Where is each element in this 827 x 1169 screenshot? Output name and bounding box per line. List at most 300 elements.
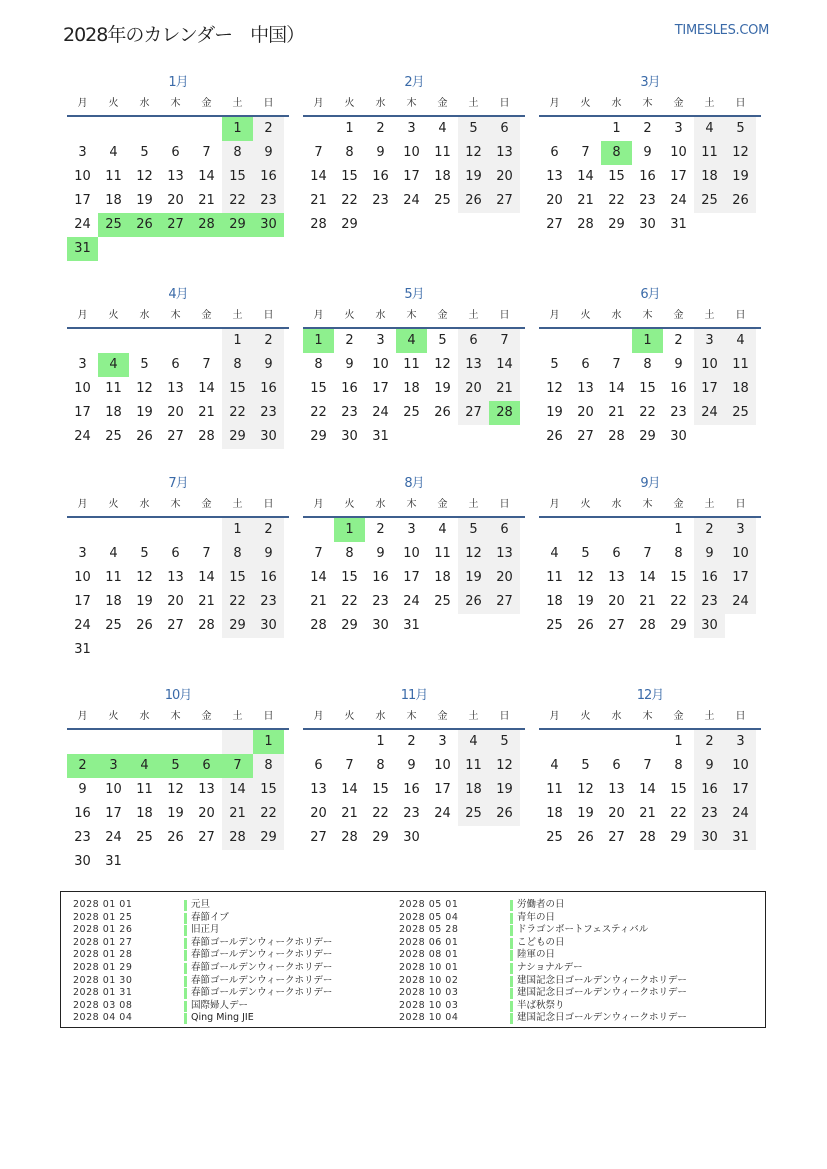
weekday-label: 水 bbox=[611, 98, 622, 109]
holiday-day-cell: 30 bbox=[253, 213, 284, 237]
day-cell: 15 bbox=[670, 570, 687, 585]
day-cell: 12 bbox=[167, 782, 184, 797]
day-cell: 26 bbox=[167, 830, 184, 845]
weekday-label: 金 bbox=[437, 711, 448, 722]
day-cell: 29 bbox=[608, 217, 625, 232]
day-cell: 10 bbox=[403, 546, 420, 561]
weekday-label: 木 bbox=[170, 310, 181, 321]
weekday-label: 水 bbox=[139, 98, 150, 109]
day-cell: 14 bbox=[222, 778, 253, 802]
day-cell: 21 bbox=[310, 594, 327, 609]
day-grid bbox=[67, 117, 289, 261]
day-cell: 24 bbox=[74, 618, 91, 633]
site-logo[interactable]: TIMESLES.COM bbox=[674, 23, 769, 38]
day-cell: 30 bbox=[341, 429, 358, 444]
holiday-name: 春節ゴールデンウィークホリデー bbox=[191, 949, 333, 961]
day-cell: 1 bbox=[222, 329, 253, 353]
day-cell: 28 bbox=[198, 429, 215, 444]
empty-cell bbox=[334, 730, 365, 754]
holiday-day-cell: 31 bbox=[67, 237, 98, 261]
weekday-label: 日 bbox=[499, 98, 510, 109]
weekday-label: 日 bbox=[263, 711, 274, 722]
day-cell: 8 bbox=[345, 145, 354, 160]
day-cell: 17 bbox=[694, 377, 725, 401]
weekday-label: 月 bbox=[313, 98, 324, 109]
day-cell: 25 bbox=[434, 193, 451, 208]
day-cell: 20 bbox=[167, 405, 184, 420]
day-cell: 9 bbox=[78, 782, 87, 797]
weekday-header bbox=[539, 93, 761, 117]
day-cell: 10 bbox=[74, 570, 91, 585]
holiday-day-cell: 1 bbox=[632, 329, 663, 353]
holiday-day-cell: 28 bbox=[191, 213, 222, 237]
day-cell: 29 bbox=[222, 614, 253, 638]
day-cell: 7 bbox=[643, 546, 652, 561]
day-cell: 12 bbox=[434, 357, 451, 372]
day-cell: 15 bbox=[222, 165, 253, 189]
day-cell: 2 bbox=[376, 522, 385, 537]
day-cell: 22 bbox=[341, 594, 358, 609]
day-cell: 18 bbox=[458, 778, 489, 802]
day-cell: 25 bbox=[694, 189, 725, 213]
holiday-date: 2028 01 31 bbox=[73, 987, 133, 999]
day-cell: 11 bbox=[725, 353, 756, 377]
holiday-name: 建国記念日ゴールデンウィークホリデー bbox=[517, 1012, 687, 1024]
holiday-date: 2028 10 01 bbox=[399, 961, 459, 973]
day-cell: 13 bbox=[546, 169, 563, 184]
day-cell: 18 bbox=[434, 169, 451, 184]
empty-cell bbox=[67, 117, 98, 141]
day-cell: 18 bbox=[403, 381, 420, 396]
day-cell: 14 bbox=[608, 381, 625, 396]
day-cell: 9 bbox=[376, 546, 385, 561]
day-cell: 21 bbox=[341, 806, 358, 821]
holiday-marker bbox=[184, 913, 187, 924]
day-cell: 10 bbox=[434, 758, 451, 773]
day-cell: 1 bbox=[222, 518, 253, 542]
day-cell: 21 bbox=[198, 405, 215, 420]
weekday-header bbox=[539, 305, 761, 329]
weekday-header bbox=[539, 706, 761, 730]
day-cell: 25 bbox=[458, 802, 489, 826]
holiday-marker bbox=[510, 988, 513, 999]
empty-cell bbox=[191, 329, 222, 353]
day-cell: 21 bbox=[222, 802, 253, 826]
holiday-marker bbox=[510, 950, 513, 961]
day-cell: 22 bbox=[608, 193, 625, 208]
holiday-date: 2028 05 28 bbox=[399, 924, 459, 936]
day-cell: 1 bbox=[674, 522, 683, 537]
weekday-header bbox=[303, 305, 525, 329]
holiday-marker bbox=[184, 938, 187, 949]
day-grid bbox=[67, 518, 289, 662]
month-8 bbox=[303, 474, 525, 638]
day-cell: 13 bbox=[167, 381, 184, 396]
holiday-name: Qing Ming JIE bbox=[191, 1012, 254, 1024]
day-grid bbox=[67, 730, 289, 874]
day-cell: 22 bbox=[372, 806, 389, 821]
holiday-marker bbox=[510, 976, 513, 987]
day-cell: 9 bbox=[674, 357, 683, 372]
day-grid bbox=[303, 117, 525, 237]
day-cell: 28 bbox=[341, 830, 358, 845]
holiday-day-cell: 1 bbox=[222, 117, 253, 141]
day-cell: 17 bbox=[403, 169, 420, 184]
day-cell: 26 bbox=[725, 189, 756, 213]
day-cell: 5 bbox=[581, 546, 590, 561]
day-cell: 16 bbox=[253, 566, 284, 590]
weekday-label: 火 bbox=[344, 310, 355, 321]
day-cell: 8 bbox=[376, 758, 385, 773]
day-cell: 29 bbox=[341, 217, 358, 232]
day-cell: 4 bbox=[109, 546, 118, 561]
day-cell: 20 bbox=[489, 566, 520, 590]
holiday-marker bbox=[184, 1013, 187, 1024]
empty-cell bbox=[160, 518, 191, 542]
holiday-marker bbox=[510, 938, 513, 949]
empty-cell bbox=[67, 730, 98, 754]
month-name: 3月 bbox=[640, 75, 660, 90]
weekday-label: 木 bbox=[642, 711, 653, 722]
empty-cell bbox=[570, 518, 601, 542]
day-cell: 30 bbox=[694, 614, 725, 638]
day-cell: 8 bbox=[674, 758, 683, 773]
day-cell: 2 bbox=[253, 518, 284, 542]
month-7 bbox=[67, 474, 289, 662]
weekday-label: 月 bbox=[313, 711, 324, 722]
day-cell: 21 bbox=[198, 193, 215, 208]
day-cell: 23 bbox=[670, 405, 687, 420]
empty-cell bbox=[303, 730, 334, 754]
day-cell: 14 bbox=[489, 353, 520, 377]
holiday-day-cell: 1 bbox=[253, 730, 284, 754]
day-cell: 7 bbox=[202, 145, 211, 160]
weekday-label: 水 bbox=[139, 711, 150, 722]
weekday-header bbox=[67, 494, 289, 518]
holiday-day-cell: 4 bbox=[129, 754, 160, 778]
holiday-date: 2028 10 02 bbox=[399, 974, 459, 986]
holiday-marker bbox=[184, 900, 187, 911]
day-cell: 11 bbox=[434, 145, 451, 160]
day-cell: 29 bbox=[639, 429, 656, 444]
day-cell: 11 bbox=[694, 141, 725, 165]
day-cell: 12 bbox=[725, 141, 756, 165]
day-cell: 18 bbox=[694, 165, 725, 189]
day-cell: 27 bbox=[489, 590, 520, 614]
day-cell: 31 bbox=[725, 826, 756, 850]
day-cell: 15 bbox=[670, 782, 687, 797]
weekday-label: 火 bbox=[580, 98, 591, 109]
weekday-label: 土 bbox=[704, 499, 715, 510]
empty-cell bbox=[129, 518, 160, 542]
day-cell: 25 bbox=[725, 401, 756, 425]
empty-cell bbox=[191, 117, 222, 141]
day-cell: 2 bbox=[674, 333, 683, 348]
day-cell: 8 bbox=[643, 357, 652, 372]
weekday-label: 金 bbox=[673, 310, 684, 321]
day-cell: 18 bbox=[105, 405, 122, 420]
weekday-label: 金 bbox=[201, 310, 212, 321]
day-cell: 20 bbox=[489, 165, 520, 189]
day-cell: 22 bbox=[341, 193, 358, 208]
day-cell: 3 bbox=[725, 730, 756, 754]
day-cell: 18 bbox=[105, 594, 122, 609]
day-cell: 5 bbox=[489, 730, 520, 754]
day-cell: 10 bbox=[74, 169, 91, 184]
day-cell: 13 bbox=[198, 782, 215, 797]
empty-cell bbox=[539, 730, 570, 754]
day-cell: 26 bbox=[434, 405, 451, 420]
holiday-marker bbox=[184, 950, 187, 961]
day-cell: 19 bbox=[136, 594, 153, 609]
holiday-marker bbox=[184, 925, 187, 936]
holiday-day-cell: 6 bbox=[191, 754, 222, 778]
empty-cell bbox=[570, 117, 601, 141]
weekday-header bbox=[539, 494, 761, 518]
empty-cell bbox=[222, 730, 253, 754]
day-cell: 4 bbox=[694, 117, 725, 141]
day-cell: 10 bbox=[694, 353, 725, 377]
day-cell: 5 bbox=[140, 357, 149, 372]
empty-cell bbox=[570, 730, 601, 754]
day-cell: 14 bbox=[198, 381, 215, 396]
day-cell: 2 bbox=[407, 734, 416, 749]
day-cell: 24 bbox=[694, 401, 725, 425]
empty-cell bbox=[67, 518, 98, 542]
day-cell: 5 bbox=[725, 117, 756, 141]
month-name: 2月 bbox=[404, 75, 424, 90]
day-cell: 27 bbox=[608, 830, 625, 845]
day-cell: 23 bbox=[372, 193, 389, 208]
day-cell: 3 bbox=[78, 546, 87, 561]
day-cell: 14 bbox=[639, 570, 656, 585]
day-cell: 26 bbox=[136, 618, 153, 633]
day-cell: 14 bbox=[639, 782, 656, 797]
weekday-label: 日 bbox=[263, 499, 274, 510]
weekday-label: 火 bbox=[344, 98, 355, 109]
empty-cell bbox=[98, 730, 129, 754]
weekday-label: 月 bbox=[77, 711, 88, 722]
month-3 bbox=[539, 73, 761, 237]
weekday-label: 土 bbox=[232, 711, 243, 722]
day-cell: 26 bbox=[458, 189, 489, 213]
day-cell: 5 bbox=[550, 357, 559, 372]
day-cell: 3 bbox=[407, 121, 416, 136]
day-cell: 12 bbox=[136, 169, 153, 184]
month-1 bbox=[67, 73, 289, 261]
day-cell: 3 bbox=[78, 145, 87, 160]
day-cell: 12 bbox=[577, 782, 594, 797]
day-cell: 8 bbox=[674, 546, 683, 561]
day-cell: 22 bbox=[310, 405, 327, 420]
empty-cell bbox=[601, 329, 632, 353]
day-cell: 15 bbox=[341, 570, 358, 585]
holiday-marker bbox=[510, 963, 513, 974]
day-cell: 4 bbox=[109, 145, 118, 160]
weekday-label: 金 bbox=[673, 711, 684, 722]
day-cell: 25 bbox=[546, 618, 563, 633]
day-cell: 16 bbox=[372, 570, 389, 585]
day-cell: 23 bbox=[639, 193, 656, 208]
holiday-date: 2028 10 04 bbox=[399, 1012, 459, 1024]
day-cell: 26 bbox=[489, 802, 520, 826]
day-cell: 12 bbox=[136, 570, 153, 585]
holiday-name: 春節ゴールデンウィークホリデー bbox=[191, 961, 333, 973]
day-cell: 15 bbox=[310, 381, 327, 396]
day-cell: 7 bbox=[489, 329, 520, 353]
holiday-marker bbox=[184, 1001, 187, 1012]
day-cell: 21 bbox=[489, 377, 520, 401]
day-cell: 25 bbox=[546, 830, 563, 845]
weekday-label: 木 bbox=[170, 98, 181, 109]
day-cell: 21 bbox=[608, 405, 625, 420]
day-cell: 16 bbox=[670, 381, 687, 396]
day-cell: 7 bbox=[202, 357, 211, 372]
holiday-day-cell: 4 bbox=[98, 353, 129, 377]
month-name: 8月 bbox=[404, 476, 424, 491]
weekday-label: 月 bbox=[77, 310, 88, 321]
day-grid bbox=[67, 329, 289, 449]
empty-cell bbox=[539, 518, 570, 542]
weekday-label: 日 bbox=[499, 310, 510, 321]
empty-cell bbox=[160, 329, 191, 353]
holiday-marker bbox=[184, 976, 187, 987]
weekday-label: 木 bbox=[642, 98, 653, 109]
weekday-label: 水 bbox=[375, 310, 386, 321]
day-cell: 6 bbox=[314, 758, 323, 773]
day-cell: 13 bbox=[489, 542, 520, 566]
holiday-name: 春節ゴールデンウィークホリデー bbox=[191, 987, 333, 999]
empty-cell bbox=[129, 117, 160, 141]
day-grid bbox=[539, 329, 761, 449]
holiday-day-cell: 27 bbox=[160, 213, 191, 237]
day-cell: 20 bbox=[167, 594, 184, 609]
day-cell: 6 bbox=[458, 329, 489, 353]
holiday-date: 2028 08 01 bbox=[399, 949, 459, 961]
day-cell: 23 bbox=[253, 590, 284, 614]
holiday-marker bbox=[184, 963, 187, 974]
day-cell: 24 bbox=[74, 429, 91, 444]
holiday-date: 2028 01 01 bbox=[73, 899, 133, 910]
day-cell: 6 bbox=[612, 546, 621, 561]
day-cell: 27 bbox=[198, 830, 215, 845]
month-name: 4月 bbox=[168, 287, 188, 302]
day-cell: 3 bbox=[438, 734, 447, 749]
day-cell: 14 bbox=[310, 169, 327, 184]
weekday-label: 月 bbox=[549, 711, 560, 722]
day-cell: 18 bbox=[434, 570, 451, 585]
empty-cell bbox=[539, 329, 570, 353]
month-12 bbox=[539, 686, 761, 850]
weekday-label: 木 bbox=[406, 499, 417, 510]
day-cell: 16 bbox=[694, 778, 725, 802]
empty-cell bbox=[129, 730, 160, 754]
day-cell: 2 bbox=[376, 121, 385, 136]
weekday-label: 日 bbox=[735, 310, 746, 321]
day-cell: 29 bbox=[310, 429, 327, 444]
day-cell: 24 bbox=[403, 193, 420, 208]
weekday-label: 日 bbox=[735, 711, 746, 722]
day-cell: 13 bbox=[608, 782, 625, 797]
empty-cell bbox=[160, 730, 191, 754]
weekday-label: 金 bbox=[201, 499, 212, 510]
day-grid bbox=[539, 730, 761, 850]
day-cell: 20 bbox=[198, 806, 215, 821]
holiday-name: 建国記念日ゴールデンウィークホリデー bbox=[517, 987, 687, 999]
day-cell: 22 bbox=[253, 802, 284, 826]
day-cell: 6 bbox=[550, 145, 559, 160]
day-cell: 14 bbox=[198, 169, 215, 184]
holiday-day-cell: 29 bbox=[222, 213, 253, 237]
day-cell: 27 bbox=[546, 217, 563, 232]
holiday-date: 2028 01 27 bbox=[73, 936, 133, 948]
weekday-label: 水 bbox=[375, 711, 386, 722]
day-grid bbox=[303, 329, 525, 449]
day-cell: 21 bbox=[639, 594, 656, 609]
day-cell: 17 bbox=[725, 778, 756, 802]
day-cell: 13 bbox=[167, 169, 184, 184]
day-cell: 29 bbox=[670, 618, 687, 633]
empty-cell bbox=[98, 518, 129, 542]
weekday-label: 火 bbox=[580, 499, 591, 510]
day-cell: 12 bbox=[458, 542, 489, 566]
day-cell: 6 bbox=[489, 117, 520, 141]
holiday-name: 労働者の日 bbox=[517, 899, 565, 910]
day-cell: 13 bbox=[310, 782, 327, 797]
day-cell: 16 bbox=[253, 165, 284, 189]
day-cell: 17 bbox=[74, 405, 91, 420]
holiday-name: 元旦 bbox=[191, 899, 211, 910]
day-cell: 12 bbox=[458, 141, 489, 165]
day-cell: 6 bbox=[489, 518, 520, 542]
day-cell: 3 bbox=[725, 518, 756, 542]
day-cell: 29 bbox=[253, 826, 284, 850]
day-cell: 10 bbox=[372, 357, 389, 372]
holiday-date: 2028 01 28 bbox=[73, 949, 133, 961]
holiday-day-cell: 26 bbox=[129, 213, 160, 237]
empty-cell bbox=[129, 329, 160, 353]
day-cell: 9 bbox=[643, 145, 652, 160]
day-cell: 15 bbox=[222, 566, 253, 590]
day-cell: 20 bbox=[608, 594, 625, 609]
day-cell: 11 bbox=[136, 782, 153, 797]
day-cell: 12 bbox=[577, 570, 594, 585]
day-cell: 20 bbox=[458, 377, 489, 401]
holiday-name: 建国記念日ゴールデンウィークホリデー bbox=[517, 974, 687, 986]
weekday-label: 木 bbox=[406, 310, 417, 321]
weekday-label: 土 bbox=[232, 310, 243, 321]
weekday-label: 土 bbox=[704, 98, 715, 109]
holiday-marker bbox=[510, 925, 513, 936]
holiday-date: 2028 03 08 bbox=[73, 999, 133, 1011]
day-cell: 15 bbox=[608, 169, 625, 184]
weekday-label: 火 bbox=[344, 711, 355, 722]
day-cell: 3 bbox=[376, 333, 385, 348]
day-cell: 19 bbox=[458, 566, 489, 590]
day-cell: 14 bbox=[198, 570, 215, 585]
month-name: 6月 bbox=[640, 287, 660, 302]
day-cell: 30 bbox=[694, 826, 725, 850]
weekday-header bbox=[67, 305, 289, 329]
day-cell: 28 bbox=[310, 618, 327, 633]
day-cell: 10 bbox=[105, 782, 122, 797]
day-cell: 31 bbox=[670, 217, 687, 232]
weekday-label: 木 bbox=[170, 499, 181, 510]
empty-cell bbox=[191, 730, 222, 754]
holiday-marker bbox=[184, 988, 187, 999]
holiday-marker bbox=[510, 913, 513, 924]
day-cell: 26 bbox=[546, 429, 563, 444]
